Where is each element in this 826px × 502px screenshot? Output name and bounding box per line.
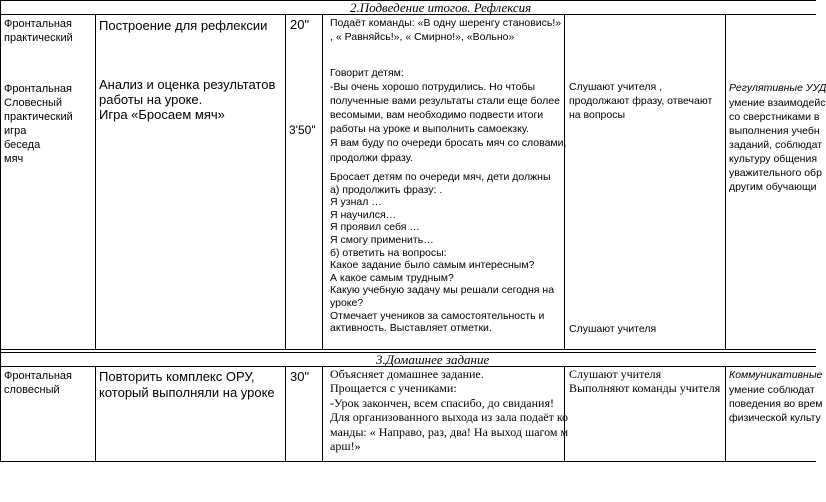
text-line: Я проявил себя … xyxy=(330,221,420,234)
section2-uud-text xyxy=(729,96,826,194)
text-line: Прощается с учениками: xyxy=(330,381,457,396)
text-line: арш!» xyxy=(330,439,361,454)
text-line: -Урок закончен, всем спасибо, до свидания! xyxy=(330,395,554,410)
text-line: Бросает детям по очереди мяч, дети должны xyxy=(330,171,551,183)
section3-form xyxy=(4,369,72,397)
text-line: уважительного обр xyxy=(729,167,822,179)
text-line: уроке? xyxy=(330,296,364,309)
text-line: Я смогу применить… xyxy=(330,233,434,246)
text-line: игра xyxy=(4,125,27,137)
text-line: на вопросы xyxy=(569,109,626,121)
text-line: А какое самым трудным? xyxy=(330,271,454,284)
text-line: , « Равняйсь!», « Смирно!», «Вольно» xyxy=(330,31,515,43)
text-line: работы на уроке и выполнить самоекзку. xyxy=(330,123,529,136)
text-line: умение взаимодейс xyxy=(729,97,826,109)
section2-activity-top: Построение для рефлексии xyxy=(99,18,268,33)
table-rule xyxy=(725,14,726,350)
section2-form-bottom xyxy=(4,82,73,166)
table-rule xyxy=(0,461,816,462)
text-line: мяч xyxy=(4,153,24,165)
text-line: Я вам буду по очереди бросать мяч со словами, xyxy=(330,137,567,150)
text-line: умение соблюдат xyxy=(729,384,815,396)
text-line: работы на уроке. xyxy=(99,92,203,107)
text-line: заданий, соблюдат xyxy=(729,139,823,151)
text-line: Выполняют команды учителя xyxy=(569,381,721,396)
text-line: Фронтальная xyxy=(4,370,73,382)
text-line: Слушают учителя xyxy=(569,367,662,381)
section2-teacher-ball xyxy=(330,171,554,335)
text-line: со сверстниками в xyxy=(729,111,820,123)
table-rule xyxy=(285,14,286,350)
text-line: Подаёт команды: «В одну шеренгу становись!» xyxy=(330,17,562,29)
section3-time: 30" xyxy=(290,369,310,384)
text-line: другим обучающи xyxy=(729,181,817,193)
text-line: Фронтальная xyxy=(4,18,73,30)
text-line: Какую учебную задачу мы решали сегодня на xyxy=(330,284,555,297)
table-rule xyxy=(322,14,323,350)
text-line: Объясняет домашнее задание. xyxy=(330,367,484,381)
text-line: Игра «Бросаем мяч» xyxy=(99,107,225,122)
section2-uud-title: Регулятивные УУД xyxy=(729,82,826,94)
table-rule xyxy=(564,14,565,350)
section3-uud-title: Коммуникативные xyxy=(729,369,823,381)
table-rule xyxy=(322,366,323,462)
section2-header: 2.Подведение итогов. Рефлексия xyxy=(350,0,532,15)
text-line: Повторить комплекс ОРУ, xyxy=(99,369,255,384)
text-line: Слушают учителя , xyxy=(569,81,663,93)
table-rule xyxy=(95,14,96,350)
text-line: поведения во врем xyxy=(729,398,823,410)
text-line: словесный xyxy=(4,384,60,396)
section3-activity xyxy=(99,369,275,401)
section2-student-bottom: Слушают учителя xyxy=(569,323,657,335)
text-line: весомыми, вам необходимо подвести итоги xyxy=(330,109,544,122)
text-line: культуру общения xyxy=(729,153,818,165)
section2-student-top xyxy=(569,80,712,122)
section3-uud-text xyxy=(729,383,823,425)
section2-form-top xyxy=(4,17,73,45)
text-line: продолжи фразу. xyxy=(330,151,413,164)
section2-teacher-commands xyxy=(330,16,561,44)
section2-time-top: 20" xyxy=(290,17,310,32)
text-line: полученные вами результаты стали еще более xyxy=(330,95,560,108)
table-rule xyxy=(725,366,726,462)
text-line: выполнения учебн xyxy=(729,125,820,137)
section3-student xyxy=(569,367,720,396)
section2-time-bottom: 3'50" xyxy=(289,123,316,137)
table-rule xyxy=(285,366,286,462)
text-line: Я узнал … xyxy=(330,196,382,209)
text-line: который выполняли на уроке xyxy=(99,385,275,400)
table-rule xyxy=(0,349,816,350)
table-rule xyxy=(0,0,1,462)
text-line: Я научился… xyxy=(330,208,397,221)
section3-teacher xyxy=(330,367,568,453)
text-line: практический xyxy=(4,32,73,44)
text-line: беседа xyxy=(4,139,41,151)
text-line: Отмечает учеников за самостоятельность и xyxy=(330,309,545,322)
text-line: б) ответить на вопросы: xyxy=(330,246,447,259)
text-line: Анализ и оценка результатов xyxy=(99,77,276,92)
table-rule xyxy=(95,366,96,462)
text-line: а) продолжить фразу: . xyxy=(330,183,443,196)
text-line: продолжают фразу, отвечают xyxy=(569,95,713,107)
text-line: Для организованного выхода из зала подаёт ко xyxy=(330,410,569,425)
text-line: практический xyxy=(4,111,73,123)
text-line: манды: « Направо, раз, два! На выход шагом м xyxy=(330,424,569,439)
text-line: Словесный xyxy=(4,97,63,109)
section2-activity-bottom xyxy=(99,77,275,122)
text-line: -Вы очень хорошо потрудились. Но чтобы xyxy=(330,81,536,94)
text-line: Говорит детям: xyxy=(330,67,404,79)
text-line: физической культу xyxy=(729,412,821,424)
text-line: Фронтальная xyxy=(4,83,73,95)
section2-teacher-speech xyxy=(330,66,566,165)
section3-header: 3.Домашнее задание xyxy=(376,352,490,367)
text-line: активность. Выставляет отметки. xyxy=(330,322,492,335)
text-line: Какое задание было самым интересным? xyxy=(330,259,535,272)
